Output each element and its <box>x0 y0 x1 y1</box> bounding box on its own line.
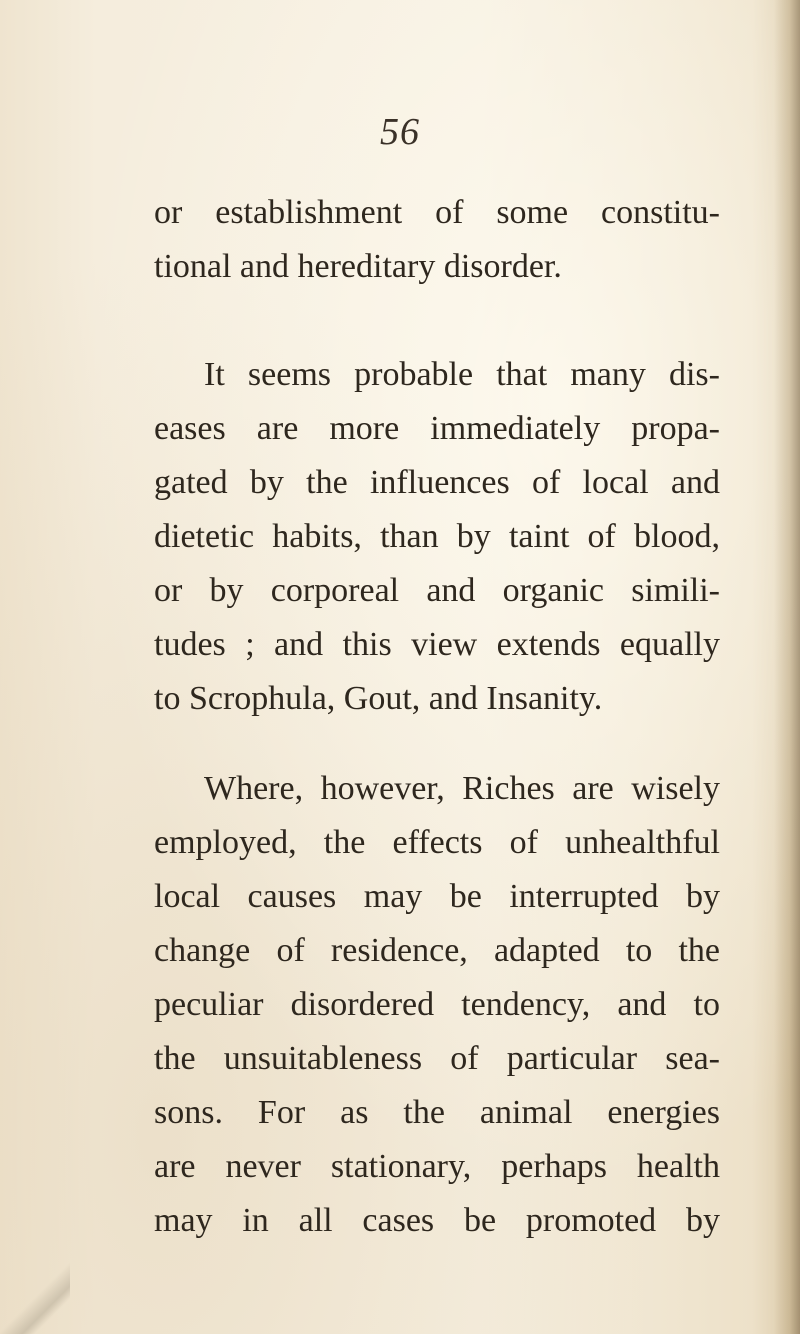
text-line: dietetic habits, than by taint of blood, <box>154 518 720 555</box>
text-line: the unsuitableness of particular sea- <box>154 1040 720 1077</box>
text-line: peculiar disordered tendency, and to <box>154 986 720 1023</box>
text-line: change of residence, adapted to the <box>154 932 720 969</box>
text-line: Where, however, Riches are wisely <box>204 770 720 807</box>
text-line: are never stationary, perhaps health <box>154 1148 720 1185</box>
paragraph-gap <box>154 726 720 762</box>
text-line: employed, the effects of unhealthful <box>154 824 720 861</box>
text-line: gated by the influences of local and <box>154 464 720 501</box>
page-number: 56 <box>380 111 420 153</box>
text-line: may in all cases be promoted by <box>154 1202 720 1239</box>
text-line: or by corporeal and organic simili- <box>154 572 720 609</box>
text-line: eases are more immediately propa- <box>154 410 720 447</box>
text-line: It seems probable that many dis- <box>204 356 720 393</box>
paragraph-gap <box>154 294 720 348</box>
text-line: sons. For as the animal energies <box>154 1094 720 1131</box>
paragraph-1 <box>154 186 720 294</box>
text-line: to Scrophula, Gout, and Insanity. <box>154 680 603 717</box>
text-line: local causes may be interrupted by <box>154 878 720 915</box>
text-line: tudes ; and this view extends equally <box>154 626 720 663</box>
text-line: tional and hereditary disorder. <box>154 248 562 285</box>
page-corner-mark <box>0 1244 70 1334</box>
paragraph-3 <box>154 762 720 1248</box>
paragraph-2 <box>154 348 720 726</box>
page-edge-shadow <box>774 0 800 1334</box>
text-line: or establishment of some constitu- <box>154 194 720 231</box>
body-text <box>154 186 720 1248</box>
